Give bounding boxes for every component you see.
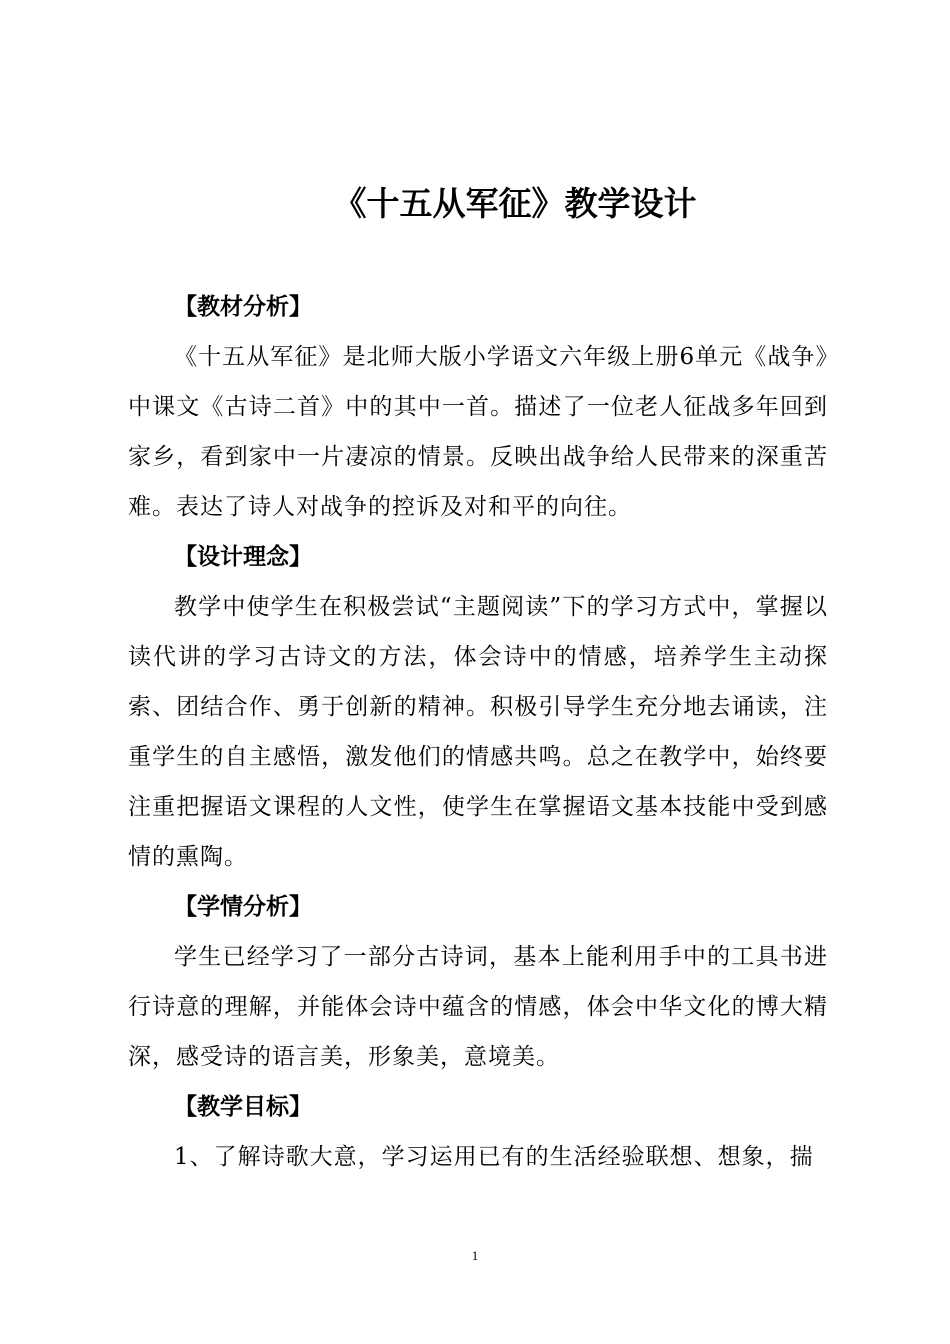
page-number: 1 — [471, 1248, 479, 1263]
section-paragraph: 1、了解诗歌大意，学习运用已有的生活经验联想、想象，揣 — [174, 1144, 814, 1170]
section-paragraph: 《十五从军征》是北师大版小学语文六年级上册6单元《战争》中课文《古诗二首》中的其中一首。描述了一位老人征战多年回到家乡，看到家中一片凄凉的情景。反映出战争给人民带来的深重苦难。表达了诗人对战争的控诉及对和平的向往。 — [128, 344, 828, 520]
document-body — [128, 282, 828, 1182]
section-teaching-goals — [128, 1082, 828, 1182]
section-student-analysis — [128, 882, 828, 1082]
section-paragraph: 教学中使学生在积极尝试“主题阅读”下的学习方式中，掌握以读代讲的学习古诗文的方法，体会诗中的情感，培养学生主动探索、团结合作、勇于创新的精神。积极引导学生充分地去诵读，注重学生的自主感悟，激发他们的情感共鸣。总之在教学中，始终要注重把握语文课程的人文性，使学生在掌握语文基本技能中受到感情的熏陶。 — [128, 594, 828, 870]
section-heading: 【教材分析】 — [174, 293, 312, 320]
section-textbook-analysis — [128, 282, 828, 532]
section-heading: 【设计理念】 — [174, 543, 312, 570]
section-design-concept — [128, 532, 828, 882]
document-title: 《十五从军征》教学设计 — [333, 184, 697, 223]
section-paragraph: 学生已经学习了一部分古诗词，基本上能利用手中的工具书进行诗意的理解，并能体会诗中蕴含的情感，体会中华文化的博大精深，感受诗的语言美，形象美，意境美。 — [128, 944, 828, 1070]
section-heading: 【教学目标】 — [174, 1093, 312, 1120]
section-heading: 【学情分析】 — [174, 893, 312, 920]
